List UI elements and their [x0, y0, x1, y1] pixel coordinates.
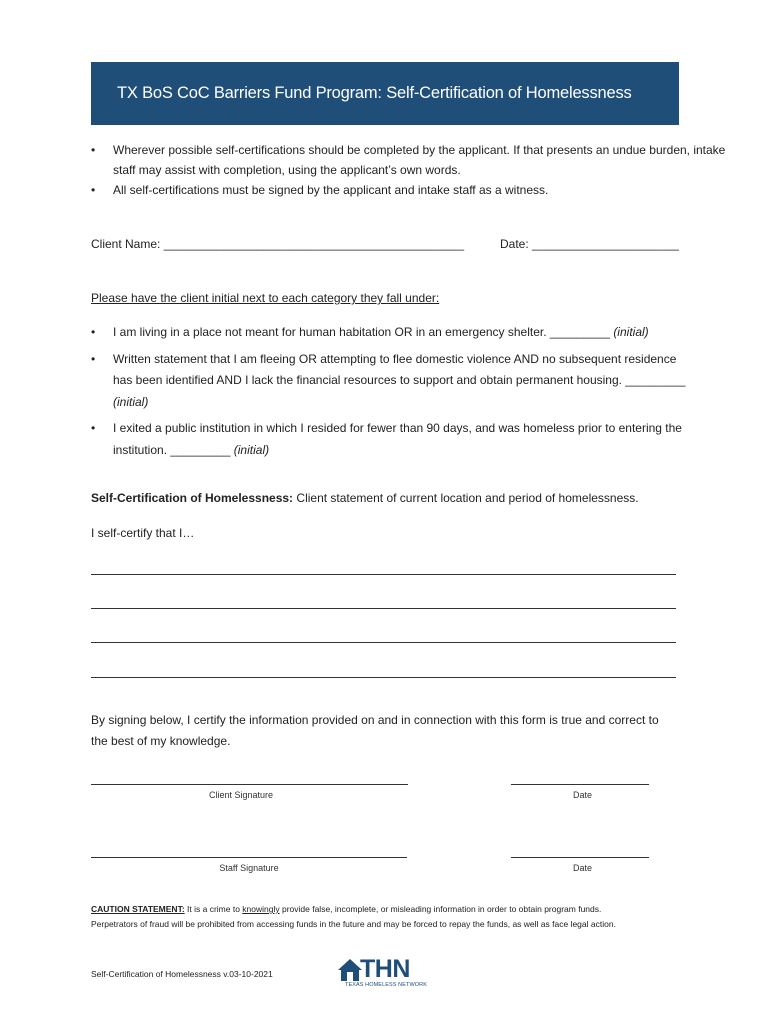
- statement-line[interactable]: [91, 574, 676, 575]
- client-date-label: Date: [572, 790, 592, 800]
- statement-line[interactable]: [91, 642, 676, 643]
- date-blank[interactable]: ______________________: [532, 237, 679, 251]
- knowingly-text: knowingly: [242, 904, 280, 914]
- bullet-icon: •: [91, 143, 96, 157]
- date-label: Date:: [500, 237, 529, 251]
- statement-line[interactable]: [91, 677, 676, 678]
- logo-caption: TEXAS HOMELESS NETWORK: [345, 982, 427, 988]
- guideline-item: • Wherever possible self-certifications should be completed by the applicant. If that presents an undue burden, intake staff may assist with completion, using the applicant’s own words.: [91, 140, 731, 180]
- client-date-line[interactable]: [511, 784, 649, 785]
- staff-signature-line[interactable]: [91, 857, 407, 858]
- bullet-icon: •: [91, 351, 96, 366]
- bullet-icon: •: [91, 325, 96, 339]
- category-item[interactable]: • I exited a public institution in which I resided for fewer than 90 days, and was homeless prior to entering the institution. _________ (initial): [91, 418, 691, 461]
- thn-logo: THN: [360, 955, 410, 983]
- self-cert-heading: Self-Certification of Homelessness: Client statement of current location and period of homelessness.: [91, 491, 639, 505]
- client-name-blank[interactable]: _____________________________________________: [163, 237, 465, 251]
- date-field[interactable]: [500, 237, 679, 251]
- client-name-field[interactable]: [91, 237, 464, 251]
- staff-date-label: Date: [572, 863, 592, 873]
- attestation-text: By signing below, I certify the information provided on and in connection with this form is true and correct to the best of my knowledge.: [91, 713, 659, 748]
- caution-label: CAUTION STATEMENT:: [91, 904, 185, 914]
- guideline-item: • All self-certifications must be signed by the applicant and intake staff as a witness.: [91, 180, 731, 200]
- page-title: TX BoS CoC Barriers Fund Program: Self-Certification of Homelessness: [117, 84, 632, 102]
- client-signature-line[interactable]: [91, 784, 408, 785]
- staff-signature-label: Staff Signature: [219, 863, 279, 873]
- guideline-list: [91, 140, 731, 200]
- statement-line[interactable]: [91, 608, 676, 609]
- category-item[interactable]: • I am living in a place not meant for human habitation OR in an emergency shelter. _________ (initial): [91, 322, 691, 344]
- category-list: [91, 322, 691, 466]
- self-cert-prompt: I self-certify that I…: [91, 526, 195, 540]
- footer-doc-label: Self-Certification of Homelessness v.03-10-2021: [91, 969, 273, 979]
- caution-statement: CAUTION STATEMENT: It is a crime to knowingly provide false, incomplete, or misleading information in order to obtain program funds. Perpetrators of fraud will be prohibited from accessing funds in the future and may be forced to repay the funds, as well as face legal action.: [91, 904, 616, 929]
- category-item[interactable]: • Written statement that I am fleeing OR attempting to flee domestic violence AND no subsequent residence has been identified AND I lack the financial resources to support and obtain permanent housing. _________ (initial): [91, 349, 691, 414]
- staff-date-line[interactable]: [511, 857, 649, 858]
- client-name-label: Client Name:: [91, 237, 161, 251]
- initial-instruction: Please have the client initial next to each category they fall under:: [91, 291, 440, 305]
- client-signature-label: Client Signature: [208, 790, 274, 800]
- header-banner: [91, 62, 679, 125]
- bullet-icon: •: [91, 421, 96, 435]
- bullet-icon: •: [91, 183, 96, 197]
